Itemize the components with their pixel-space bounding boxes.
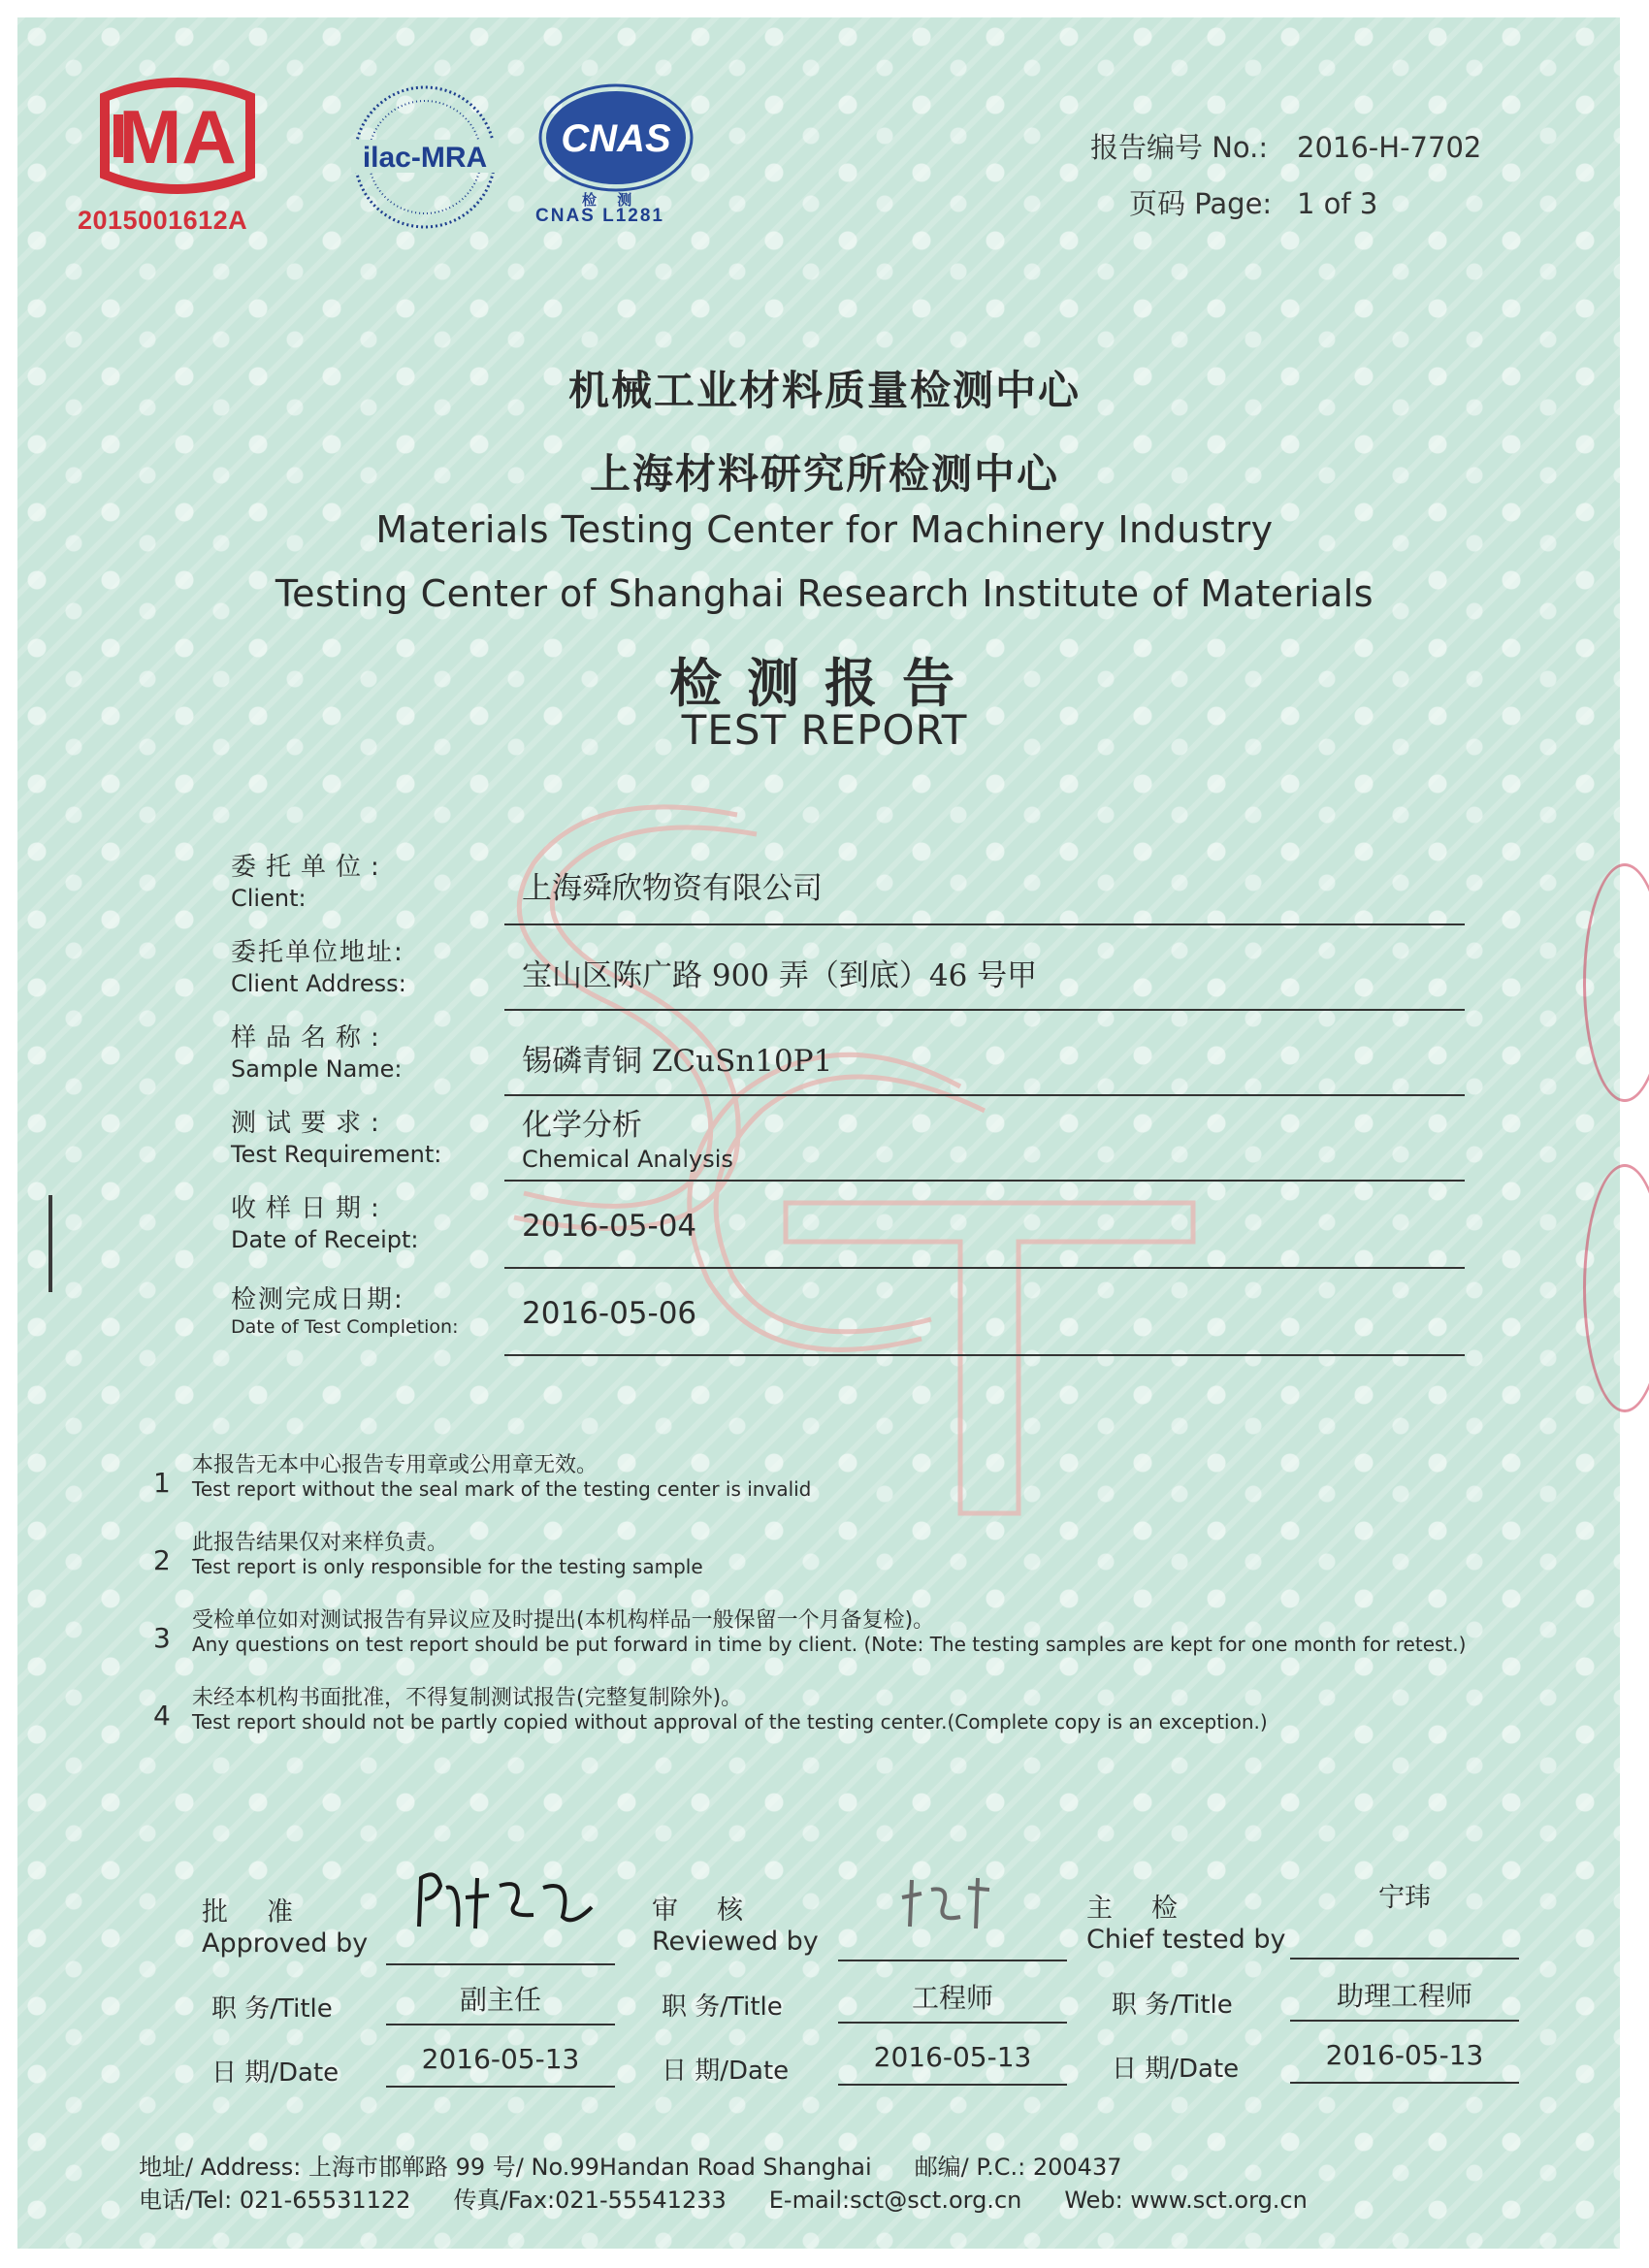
approver-title: 副主任 [459,1984,541,2016]
approver-date: 2016-05-13 [421,2043,580,2075]
chief-tested-by-label: 主检 Chief tested by [1086,1894,1286,1956]
test-requirement-rule [504,1180,1465,1182]
footer-address: 地址/ Address: 上海市邯郸路 99 号/ No.99Handan Road Shanghai [139,2154,872,2181]
report-title-en: TEST REPORT [681,706,968,754]
page-number: 1 of 3 [1297,187,1378,220]
ilac-text: ilac-MRA [362,142,488,174]
reviewer-date-label: 日 期/Date [662,2057,790,2086]
approver-name-rule [386,1963,615,1965]
completion-date-label: 检测完成日期: Date of Test Completion: [231,1285,459,1338]
reviewer-date-rule [838,2084,1067,2086]
chief-tester-name: 宁玮 [1378,1883,1431,1913]
chief-tester-name-rule [1290,1958,1519,1960]
cnas-sub-label: 检 测 [582,191,640,209]
approver-title-label: 职 务/Title [211,1994,333,2024]
center-name-cn-2: 上海材料研究所检测中心 [589,450,1059,498]
sample-name-rule [504,1094,1465,1096]
ilac-mra-logo [338,70,512,244]
reviewed-by-label: 审核 Reviewed by [652,1895,819,1958]
reviewer-signature [892,1868,999,1936]
cnas-code: CNAS L1281 [535,206,664,226]
client-value: 上海舜欣物资有限公司 [522,871,823,906]
client-address-value: 宝山区陈广路 900 弄（到底）46 号甲 [522,958,1038,993]
reviewer-title-rule [838,2022,1067,2024]
footer-address-row [139,2148,1164,2182]
center-name-en-2: Testing Center of Shanghai Research Institute of Materials [275,572,1374,615]
note-3: 受检单位如对测试报告有异议应及时提出(本机构样品一般保留一个月备复检)。 Any questions on test report should be put forward in time by client. (Note: The testing samples are kept for one month for retest.) [192,1608,1467,1656]
approver-title-rule [386,2024,615,2025]
receipt-date-label: 收样日期: Date of Receipt: [231,1194,419,1253]
note-number: 1 [153,1467,171,1499]
note-1: 本报告无本中心报告专用章或公用章无效。 Test report without the seal mark of the testing center is invalid [192,1453,812,1501]
approver-date-rule [386,2086,615,2088]
client-rule [504,923,1465,925]
footer-web: Web: www.sct.org.cn [1064,2187,1308,2214]
chief-tester-title-label: 职 务/Title [1112,1991,1233,2020]
chief-tester-date-rule [1290,2082,1519,2084]
note-4: 未经本机构书面批准，不得复制测试报告(完整复制除外)。 Test report should not be partly copied without approval of the testing center.(Complete copy is an exception.) [192,1686,1268,1733]
approver-signature [407,1859,601,1946]
approved-by-label: 批准 Approved by [202,1897,369,1960]
note-number: 3 [153,1622,171,1654]
center-name-cn-1: 机械工业材料质量检测中心 [567,367,1081,414]
footer-postcode: 邮编/ P.C.: 200437 [914,2154,1122,2181]
cma-code: 2015001612A [78,206,248,235]
reviewer-name-rule [838,1960,1067,1961]
reviewer-title: 工程师 [911,1982,993,2014]
note-2: 此报告结果仅对来样负责。 Test report is only responsible for the testing sample [192,1531,703,1578]
report-number-label: 报告编号 No.: [1090,131,1269,164]
client-address-rule [504,1009,1465,1011]
note-number: 2 [153,1544,171,1576]
receipt-date-rule [504,1267,1465,1269]
margin-mark [48,1195,52,1292]
receipt-date-value: 2016-05-04 [522,1209,697,1244]
page-number-row [1090,182,1377,222]
approver-date-label: 日 期/Date [211,2058,340,2088]
footer-contact-row [139,2181,1350,2215]
note-number: 4 [153,1700,171,1732]
report-number: 2016-H-7702 [1297,131,1482,164]
chief-tester-title-rule [1290,2020,1519,2022]
sample-name-value: 锡磷青铜 ZCuSn10P1 [522,1044,833,1079]
test-requirement-value: 化学分析 Chemical Analysis [522,1108,733,1173]
client-label: 委托单位: Client: [231,853,389,912]
svg-text:MA: MA [118,94,237,179]
chief-tester-date-label: 日 期/Date [1112,2055,1240,2084]
reviewer-title-label: 职 务/Title [662,1993,783,2022]
completion-date-rule [504,1354,1465,1356]
page-label: 页码 Page: [1129,187,1273,220]
center-name-en-1: Materials Testing Center for Machinery Industry [375,508,1274,551]
chief-tester-date: 2016-05-13 [1325,2039,1484,2071]
test-requirement-label: 测试要求: Test Requirement: [231,1109,442,1168]
client-address-label: 委托单位地址: Client Address: [231,938,406,997]
completion-date-value: 2016-05-06 [522,1296,697,1331]
footer-email: E-mail:sct@sct.org.cn [768,2187,1022,2214]
chief-tester-title: 助理工程师 [1336,1980,1472,2012]
test-requirement-value-en: Chemical Analysis [522,1146,733,1173]
cnas-text: CNAS [561,117,671,160]
report-title-cn: 检测报告 [669,652,980,714]
footer-tel: 电话/Tel: 021-65531122 [139,2187,411,2214]
reviewer-date: 2016-05-13 [873,2041,1032,2073]
cma-logo [76,68,279,204]
footer-fax: 传真/Fax:021-55541233 [453,2187,727,2214]
report-number-row [1090,126,1481,166]
sample-name-label: 样品名称: Sample Name: [231,1023,403,1083]
